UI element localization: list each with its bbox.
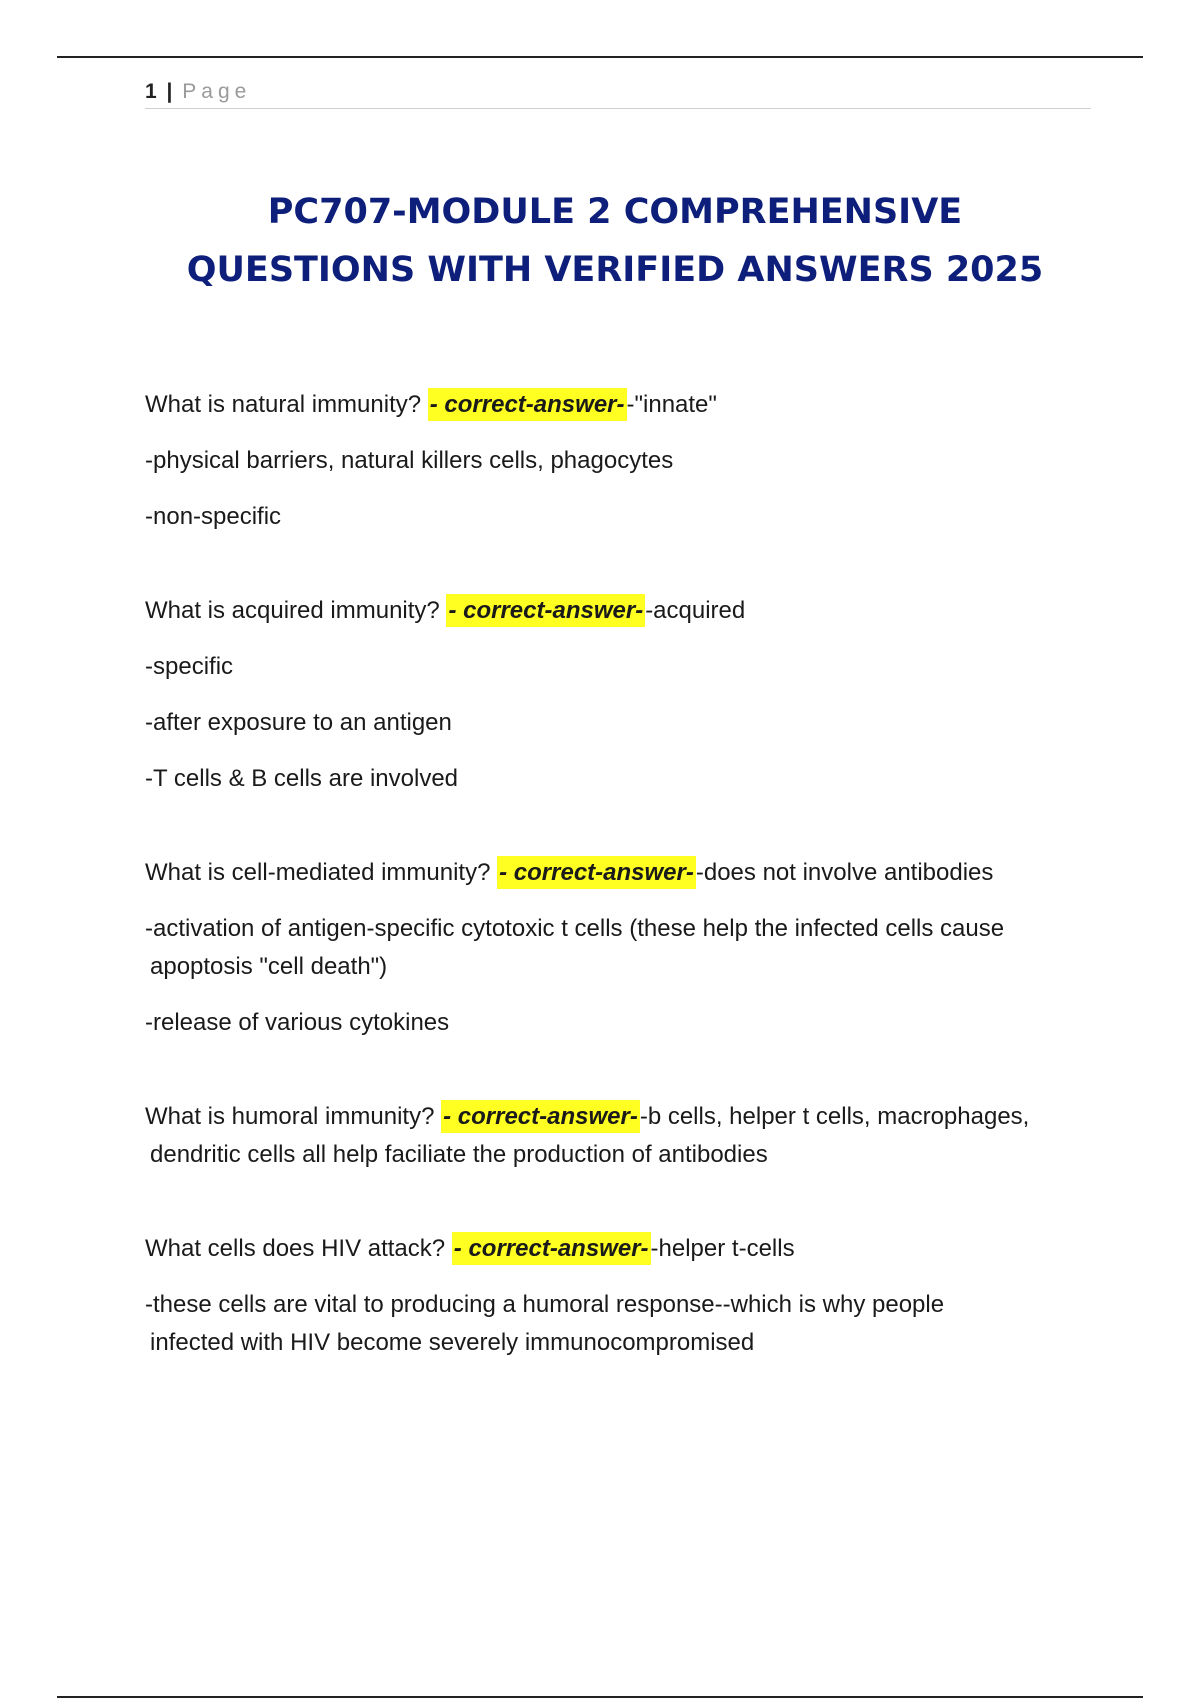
answer-detail-text: -these cells are vital to producing a humoral response--which is why people: [145, 1291, 945, 1318]
question-line: [145, 1098, 1095, 1174]
answer-text: -"innate": [626, 391, 717, 418]
answer-detail: [145, 910, 1095, 986]
page-label: Page: [182, 80, 252, 103]
question-line: [145, 854, 1095, 892]
answer-detail: -non-specific: [145, 503, 282, 530]
qa-list: [145, 386, 1095, 1418]
answer-text: -does not involve antibodies: [695, 859, 994, 886]
answer-text: -acquired: [645, 597, 746, 624]
answer-detail-continuation: infected with HIV become severely immunocompromised: [150, 1329, 755, 1356]
answer-detail: -after exposure to an antigen: [145, 709, 452, 736]
answer-detail-continuation: apoptosis "cell death"): [150, 953, 388, 980]
correct-answer-marker: - correct-answer-: [441, 1100, 640, 1133]
top-rule: [57, 56, 1143, 58]
question-text: What is natural immunity?: [145, 391, 428, 418]
answer-detail: [145, 1286, 1095, 1362]
correct-answer-marker: - correct-answer-: [428, 388, 627, 421]
question-text: What is humoral immunity?: [145, 1103, 442, 1130]
answer-continuation: dendritic cells all help faciliate the production of antibodies: [150, 1141, 768, 1168]
qa-item-acquired-immunity: [145, 592, 1095, 798]
answer-detail: -T cells & B cells are involved: [145, 765, 459, 792]
qa-item-natural-immunity: [145, 386, 1095, 536]
page-header: [145, 78, 1091, 109]
answer-detail: -release of various cytokines: [145, 1009, 450, 1036]
correct-answer-marker: - correct-answer-: [452, 1232, 651, 1265]
correct-answer-marker: - correct-answer-: [497, 856, 696, 889]
answer-detail: -specific: [145, 653, 234, 680]
question-line: [145, 1230, 1095, 1268]
question-text: What is acquired immunity?: [145, 597, 447, 624]
qa-item-cell-mediated-immunity: [145, 854, 1095, 1042]
question-line: [145, 386, 1095, 424]
correct-answer-marker: - correct-answer-: [446, 594, 645, 627]
question-line: [145, 592, 1095, 630]
title-line-1: PC707-MODULE 2 COMPREHENSIVE: [267, 192, 963, 232]
answer-detail-text: -activation of antigen-specific cytotoxic t cells (these help the infected cells cause: [145, 915, 1005, 942]
qa-item-humoral-immunity: [145, 1098, 1095, 1174]
title-line-2: QUESTIONS WITH VERIFIED ANSWERS 2025: [186, 250, 1044, 290]
page-separator: |: [166, 80, 173, 103]
answer-text: -b cells, helper t cells, macrophages,: [639, 1103, 1030, 1130]
bottom-rule: [57, 1696, 1143, 1698]
page-number: 1: [145, 80, 157, 103]
question-text: What cells does HIV attack?: [145, 1235, 452, 1262]
answer-text: -helper t-cells: [650, 1235, 795, 1262]
question-text: What is cell-mediated immunity?: [145, 859, 498, 886]
qa-item-hiv-attack: [145, 1230, 1095, 1362]
answer-detail: -physical barriers, natural killers cells, phagocytes: [145, 447, 674, 474]
document-title: [120, 183, 1110, 299]
